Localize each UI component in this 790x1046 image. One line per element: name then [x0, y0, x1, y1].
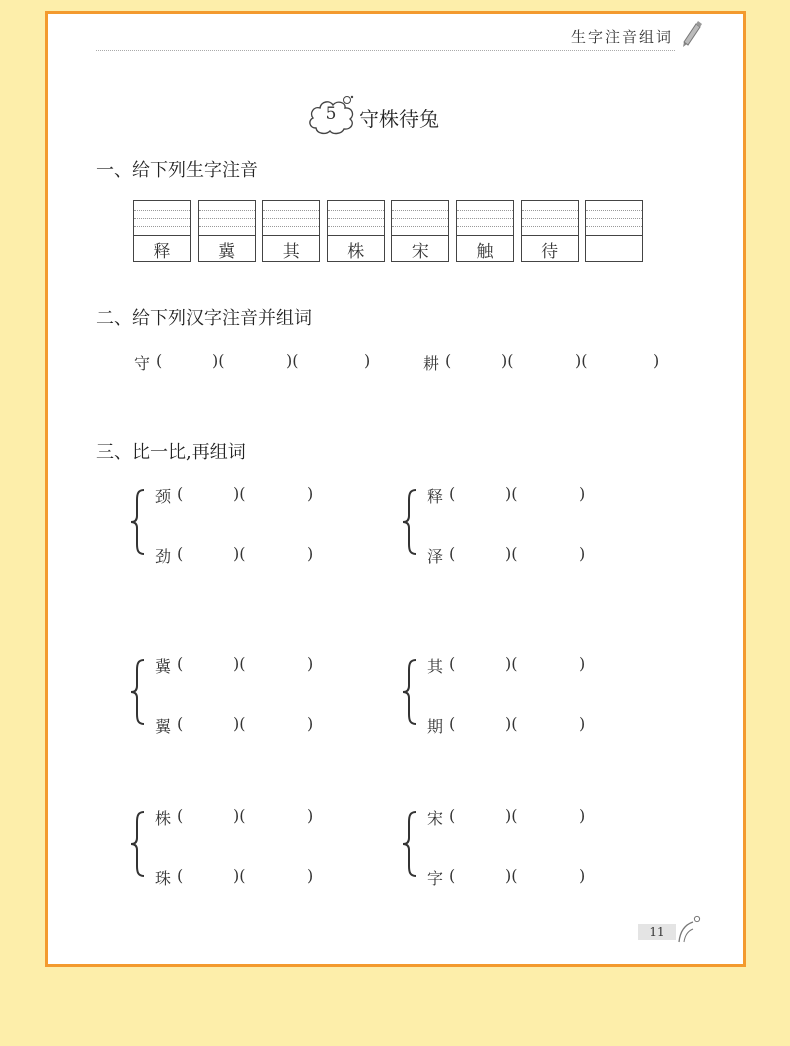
bracket: ( — [449, 544, 456, 563]
pinyin-cell[interactable] — [521, 200, 579, 262]
bracket: )( — [233, 866, 246, 885]
bracket: ) — [579, 806, 586, 825]
page-number: 11 — [638, 924, 676, 940]
pinyin-cell[interactable] — [585, 200, 643, 262]
bracket: ( — [177, 866, 184, 885]
pinyin-cell[interactable] — [327, 200, 385, 262]
bracket: ( — [449, 654, 456, 673]
pinyin-writing-area[interactable] — [457, 201, 513, 236]
header-divider — [96, 50, 675, 51]
hanzi-char: 宋 — [411, 242, 429, 262]
compare-char: 株 — [155, 809, 172, 828]
curly-brace-icon — [129, 488, 147, 556]
pinyin-cell[interactable] — [262, 200, 320, 262]
bracket: ) — [579, 544, 586, 563]
pinyin-writing-area[interactable] — [522, 201, 578, 236]
curly-brace-icon — [129, 810, 147, 878]
curly-brace-icon — [129, 658, 147, 726]
bracket: )( — [505, 654, 518, 673]
bracket: ) — [307, 806, 314, 825]
bracket-close: ) — [364, 351, 371, 370]
bracket: ) — [307, 866, 314, 885]
bracket: )( — [233, 714, 246, 733]
bracket: ( — [449, 714, 456, 733]
compare-char: 释 — [427, 487, 444, 506]
header-title: 生字注音组词 — [570, 28, 673, 46]
compare-char: 其 — [427, 657, 444, 676]
pencil-icon — [679, 20, 703, 48]
compare-char: 颈 — [155, 487, 172, 506]
bracket: )( — [233, 544, 246, 563]
exercise-char: 守 — [134, 354, 151, 373]
pinyin-cell[interactable] — [456, 200, 514, 262]
hanzi-char: 释 — [153, 242, 171, 262]
pinyin-cell[interactable] — [198, 200, 256, 262]
bracket-pair: )( — [501, 351, 514, 370]
bracket: ) — [307, 714, 314, 733]
bracket: ) — [307, 544, 314, 563]
bracket: )( — [505, 866, 518, 885]
lesson-number: 5 — [325, 104, 337, 124]
bracket: )( — [505, 714, 518, 733]
bracket: )( — [233, 806, 246, 825]
bracket: ) — [579, 654, 586, 673]
pinyin-writing-area[interactable] — [392, 201, 448, 236]
compare-char: 珠 — [155, 869, 172, 888]
hanzi-char: 触 — [476, 242, 494, 262]
pinyin-writing-area[interactable] — [263, 201, 319, 236]
curly-brace-icon — [401, 658, 419, 726]
bracket-close: ) — [653, 351, 660, 370]
section-2-title: 二、给下列汉字注音并组词 — [96, 308, 312, 329]
bracket: ) — [579, 484, 586, 503]
curly-brace-icon — [401, 810, 419, 878]
bracket: )( — [505, 484, 518, 503]
bracket-pair: )( — [575, 351, 588, 370]
pinyin-writing-area[interactable] — [586, 201, 642, 236]
pinyin-writing-area[interactable] — [199, 201, 255, 236]
bracket: ( — [449, 806, 456, 825]
bracket: ( — [177, 806, 184, 825]
pinyin-cell[interactable] — [391, 200, 449, 262]
bracket-pair: )( — [286, 351, 299, 370]
bracket: ( — [177, 544, 184, 563]
hanzi-char: 株 — [347, 242, 365, 262]
compare-char: 期 — [427, 717, 444, 736]
pinyin-writing-area[interactable] — [328, 201, 384, 236]
bracket: ( — [177, 484, 184, 503]
hanzi-char: 其 — [282, 242, 300, 262]
hanzi-char: 冀 — [218, 242, 236, 262]
bracket: ( — [177, 714, 184, 733]
compare-char: 泽 — [427, 547, 444, 566]
pinyin-writing-area[interactable] — [134, 201, 190, 236]
bracket: )( — [505, 544, 518, 563]
section-3-title: 三、比一比,再组词 — [96, 442, 246, 463]
bracket: ( — [177, 654, 184, 673]
compare-char: 宋 — [427, 809, 444, 828]
bracket: ) — [579, 866, 586, 885]
bracket-open: ( — [156, 351, 163, 370]
bracket: ( — [449, 484, 456, 503]
bracket: )( — [233, 654, 246, 673]
worksheet-page — [45, 11, 746, 967]
bracket: )( — [233, 484, 246, 503]
compare-char: 翼 — [155, 717, 172, 736]
bracket: )( — [505, 806, 518, 825]
bracket: ) — [579, 714, 586, 733]
swirl-decoration-icon — [676, 914, 702, 944]
bracket: ) — [307, 484, 314, 503]
bracket-open: ( — [445, 351, 452, 370]
curly-brace-icon — [401, 488, 419, 556]
bracket: ( — [449, 866, 456, 885]
exercise-char: 耕 — [423, 354, 440, 373]
lesson-title: 守株待兔 — [359, 107, 439, 131]
bracket-pair: )( — [212, 351, 225, 370]
pinyin-cell[interactable] — [133, 200, 191, 262]
hanzi-char: 待 — [541, 242, 559, 262]
section-1-title: 一、给下列生字注音 — [96, 160, 258, 181]
compare-char: 字 — [427, 869, 444, 888]
compare-char: 劲 — [155, 547, 172, 566]
compare-char: 冀 — [155, 657, 172, 676]
bracket: ) — [307, 654, 314, 673]
